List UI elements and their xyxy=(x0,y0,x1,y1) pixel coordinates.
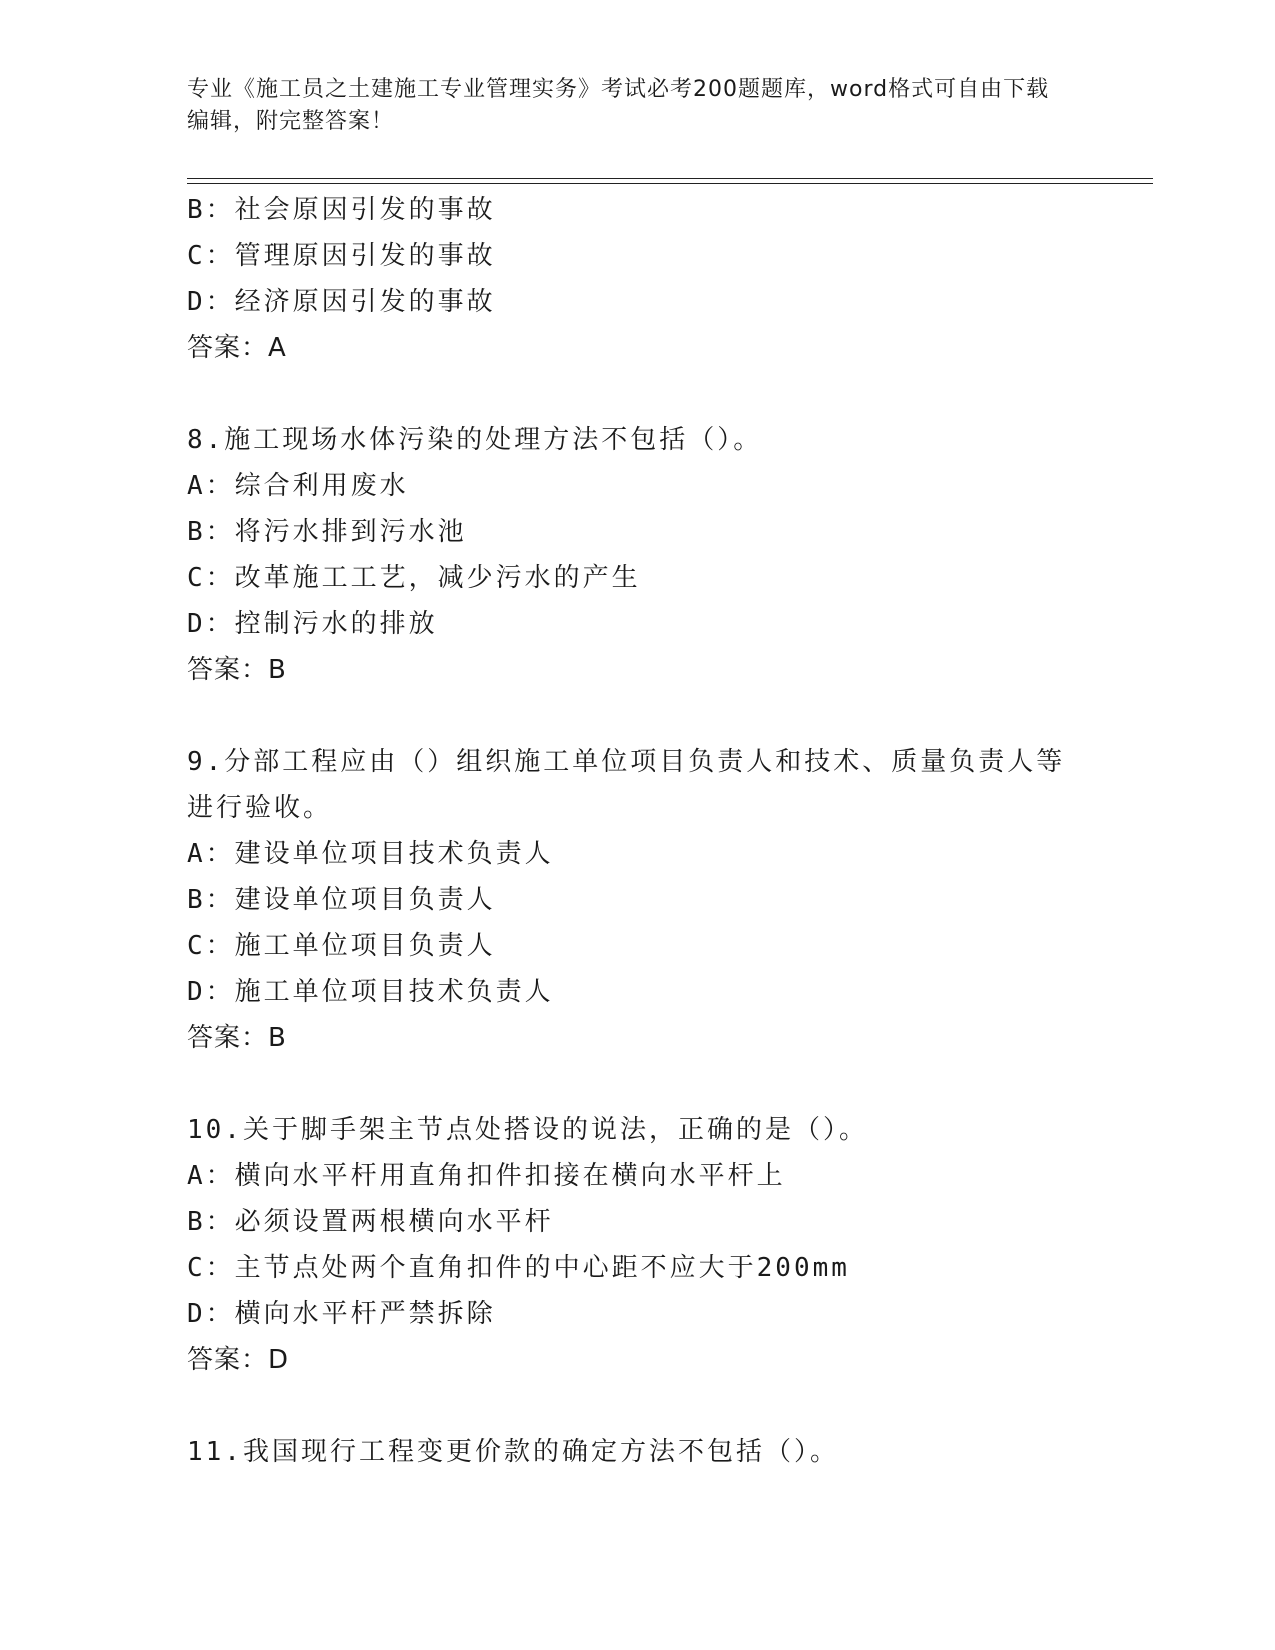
option-c: C：管理原因引发的事故 xyxy=(187,241,496,271)
question-11 xyxy=(187,1429,1087,1475)
option-d: D：控制污水的排放 xyxy=(187,609,438,639)
question-text: 9.分部工程应由（）组织施工单位项目负责人和技术、质量负责人等进行验收。 xyxy=(187,747,1066,823)
option-a: A：综合利用废水 xyxy=(187,471,409,501)
option-a: A：建设单位项目技术负责人 xyxy=(187,839,554,869)
option-d: D：横向水平杆严禁拆除 xyxy=(187,1299,496,1329)
header-rule-bottom xyxy=(187,183,1153,184)
question-list xyxy=(187,187,1087,1475)
question-text: 10.关于脚手架主节点处搭设的说法，正确的是（）。 xyxy=(187,1115,868,1145)
option-c: C：主节点处两个直角扣件的中心距不应大于200mm xyxy=(187,1253,850,1283)
spacer xyxy=(187,1061,1087,1107)
spacer xyxy=(187,1383,1087,1429)
document-header: 专业《施工员之土建施工专业管理实务》考试必考200题题库，word格式可自由下载编辑，附完整答案！ xyxy=(187,77,1050,134)
question-9 xyxy=(187,739,1087,1061)
option-b: B：将污水排到污水池 xyxy=(187,517,467,547)
question-7 xyxy=(187,187,1087,371)
answer: 答案：A xyxy=(187,333,287,363)
answer: 答案：B xyxy=(187,1023,287,1053)
spacer xyxy=(187,693,1087,739)
question-text: 8.施工现场水体污染的处理方法不包括（）。 xyxy=(187,425,763,455)
question-8 xyxy=(187,417,1087,693)
question-10 xyxy=(187,1107,1087,1383)
answer: 答案：B xyxy=(187,655,287,685)
option-a: A：横向水平杆用直角扣件扣接在横向水平杆上 xyxy=(187,1161,786,1191)
header-rule-top xyxy=(187,178,1153,179)
question-text: 11.我国现行工程变更价款的确定方法不包括（）。 xyxy=(187,1437,839,1467)
spacer xyxy=(187,371,1087,417)
option-b: B：建设单位项目负责人 xyxy=(187,885,496,915)
option-c: C：施工单位项目负责人 xyxy=(187,931,496,961)
option-b: B：社会原因引发的事故 xyxy=(187,195,496,225)
answer: 答案：D xyxy=(187,1345,290,1375)
option-b: B：必须设置两根横向水平杆 xyxy=(187,1207,554,1237)
option-c: C：改革施工工艺，减少污水的产生 xyxy=(187,563,641,593)
option-d: D：施工单位项目技术负责人 xyxy=(187,977,554,1007)
option-d: D：经济原因引发的事故 xyxy=(187,287,496,317)
